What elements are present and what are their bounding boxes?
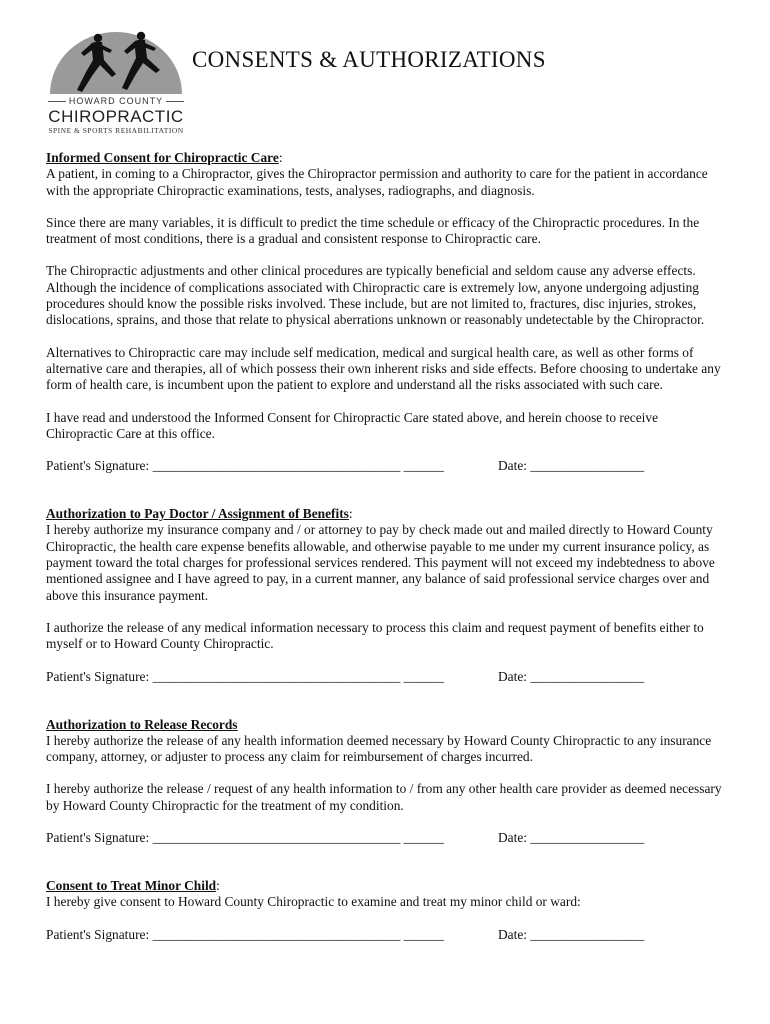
- minor-child-heading: Consent to Treat Minor Child: [46, 878, 217, 894]
- logo-tagline-text: SPINE & SPORTS REHABILITATION: [48, 126, 184, 135]
- patient-signature-field[interactable]: Patient's Signature: _____________________________________ ______: [46, 668, 444, 684]
- consent-document-body: [46, 150, 726, 943]
- authorization-to-pay-section: [46, 506, 726, 684]
- signature-row: [46, 830, 726, 846]
- page-title: CONSENTS & AUTHORIZATIONS: [192, 47, 546, 72]
- date-field[interactable]: Date: _________________: [498, 668, 645, 684]
- signature-row: [46, 458, 726, 474]
- authorization-to-pay-heading: Authorization to Pay Doctor / Assignment of Benefits: [46, 506, 349, 522]
- paragraph: A patient, in coming to a Chiropractor, gives the Chiropractor permission and authority to care for the patient in accordance with the appropriate Chiropractic examinations, tests, analyses, radiographs, and diagnosis.: [46, 166, 708, 198]
- signature-row: [46, 669, 726, 685]
- date-field[interactable]: Date: _________________: [498, 458, 645, 474]
- heading-colon: :: [348, 506, 353, 522]
- paragraph: I hereby authorize the release of any health information deemed necessary by Howard County Chiropractic to any insurance company, attorney, or adjuster to process any claim for reimbursement of charges incurred.: [46, 732, 712, 765]
- runners-logo-icon: [46, 30, 186, 96]
- paragraph: I authorize the release of any medical information necessary to process this claim and request payment of benefits either to myself or to Howard County Chiropractic.: [46, 619, 704, 652]
- heading-colon: :: [278, 150, 283, 165]
- release-records-section: [46, 717, 726, 846]
- date-field[interactable]: Date: _________________: [498, 926, 645, 942]
- patient-signature-field[interactable]: Patient's Signature: _____________________________________ ______: [46, 926, 444, 942]
- patient-signature-field[interactable]: Patient's Signature: _____________________________________ ______: [46, 830, 444, 846]
- paragraph: Since there are many variables, it is difficult to predict the time schedule or efficacy of the Chiropractic procedures. In the treatment of most conditions, there is a gradual and consistent response to Chiropractic care.: [46, 214, 700, 247]
- logo-chiropractic-text: CHIROPRACTIC: [48, 107, 184, 126]
- paragraph: I have read and understood the Informed Consent for Chiropractic Care stated above, and herein choose to receive Chiropractic Care at this office.: [46, 409, 659, 441]
- informed-consent-section: [46, 150, 726, 474]
- paragraph: I hereby authorize my insurance company and / or attorney to pay by check made out and mailed directly to Howard County Chiropractic, the health care expense benefits allowable, and otherwise payable to me under my current insurance policy, as payment toward the total charges for professional services rendered. This payment will not exceed my indebtedness to above mentioned assignee and I have agreed to pay, in a current manner, any balance of said professional service charges over and above this insurance payment.: [46, 522, 715, 603]
- paragraph: I hereby authorize the release / request of any health information to / from any other health care provider as deemed necessary by Howard County Chiropractic for the treatment of my condition.: [46, 781, 722, 813]
- release-records-heading: Authorization to Release Records: [46, 716, 238, 732]
- patient-signature-field[interactable]: Patient's Signature: _____________________________________ ______: [46, 458, 444, 474]
- signature-row: [46, 927, 726, 943]
- informed-consent-heading: Informed Consent for Chiropractic Care: [46, 150, 279, 165]
- paragraph: The Chiropractic adjustments and other clinical procedures are typically beneficial and seldom cause any adverse effects. Although the incidence of complications associated with Chiropractic care is extremely low, anyone undergoing adjusting procedures should know the possible risks involved. These include, but are not limited to, fractures, disc injuries, strokes, dislocations, sprains, and those that relate to physical aberrations unknown or reasonably undetectable by the Chiropractor.: [46, 263, 705, 328]
- clinic-logo: [46, 30, 186, 136]
- paragraph: Alternatives to Chiropractic care may include self medication, medical and surgical health care, as well as other forms of alternative care and therapies, all of which possess their own inherent risks and side effects. Before choosing to undertake any form of health care, is incumbent upon the patient to explore and understand all the risks associated with such care.: [46, 344, 721, 393]
- paragraph: I hereby give consent to Howard County Chiropractic to examine and treat my minor child or ward:: [46, 894, 581, 910]
- date-field[interactable]: Date: _________________: [498, 830, 645, 846]
- logo-county-text: HOWARD COUNTY: [46, 96, 186, 106]
- heading-colon: :: [216, 878, 220, 894]
- minor-child-consent-section: [46, 878, 726, 943]
